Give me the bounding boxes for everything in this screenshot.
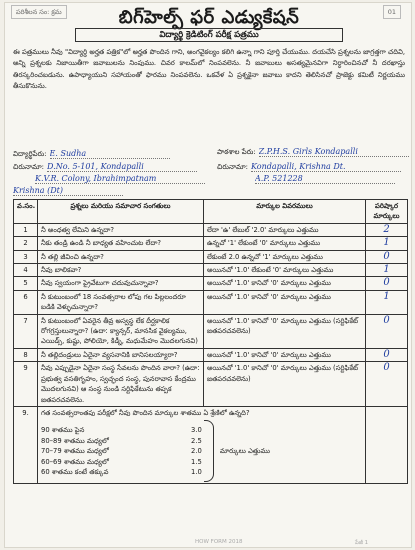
form-subtitle: విద్యార్థి క్రెడిటింగ్ పరీక్ష పత్రము <box>75 28 343 42</box>
table-row: 1 నీ అంధత్వ లేమిని ఉన్నదా? లేదా 'ఉ' లేబుల్‌ '2.0' మార్కులు ఎత్తుము 2 <box>14 223 408 236</box>
table-row: 6 నీ కుటుంబంలో 18 సంవత్సరాల లోపు గల పిల్లలందరూ బడికి వెళ్ళుచున్నారా? అయినచో '1.0' కానిచో '0' మార్కులు ఎత్తుము 1 <box>14 290 408 314</box>
score-cell[interactable]: 1 <box>366 264 408 277</box>
table-row: 8 నీ తల్లిదండ్రులు ఏదైనా వ్యసనానికి బానిసలయ్యారా? అయినచో '1.0' కానిచో '0' మార్కులు ఎత్తుము 0 <box>14 348 408 361</box>
address-line-2-row <box>35 174 235 184</box>
col-marks-obtained: పరిష్కార మార్కులు <box>366 200 408 224</box>
instructions-paragraph: ఈ పత్రములు నీవు "విద్యార్థి అర్హత పత్రిక"లో అర్హత పొందిన గాని, అంగవైకల్యం కలిగి ఉన్నా గాని పూర్తి చేయుము. దయచేసి ప్రశ్నలను జాగ్రత్తగా చదివి, అన్ని ప్రశ్నలకు నిజాయితీగా జవాబులను నింపుము. చివర కాలమ్‌లో నింపవలెను. నీ జవాబులు అసత్యమైనవిగా నిర్ధారించినచో నీ దరఖాస్తు తిరస్కరించబడును. ఉపాధ్యాయుని సహాయంతో ఫారము నింపవలెను. ఒకవేళ ఏ ప్రశ్నకైనా జవాబు కాదని తెలిసినచో ప్రాజెక్టు కమిటీ నిర్ణయము తీసుకొనును. <box>13 48 405 90</box>
school-name-value[interactable]: Z.P.H.S. Girls Kondapalli <box>259 147 409 157</box>
address-line-2-value[interactable]: K.V.R. Colony, Ibrahimpatnam <box>35 174 205 184</box>
col-serial: వ.సం. <box>14 200 38 224</box>
score-cell[interactable]: 1 <box>366 290 408 314</box>
grade-brace <box>204 420 214 482</box>
student-name-value[interactable]: E. Sudha <box>50 149 170 159</box>
school-address-row <box>217 162 409 173</box>
address-line-3-row <box>13 186 213 196</box>
student-name-row <box>13 149 213 160</box>
student-name-label: విద్యార్థిపేరు: <box>13 150 47 158</box>
address-line-3-value[interactable]: Krishna (Dt) <box>13 186 123 196</box>
top-left-box: పరిశీలన సం: క్రమ <box>11 5 67 19</box>
score-cell[interactable] <box>366 406 408 483</box>
page-title: బిగ్‌హెల్ప్ ఫర్ ఎడ్యుకేషన్ <box>118 7 300 28</box>
table-row: 3 నీ తల్లి జీవించి ఉన్నదా? లేకుంటే 2.0 ఉన్నచో '1' మార్కులు ఎత్తుము 0 <box>14 250 408 263</box>
score-cell[interactable]: 1 <box>366 237 408 250</box>
table-row-grades: 9. గత సంవత్సరాంతపు పరీక్షలో నీవు పొందిన మార్కుల శాతము ఏ శ్రేణిలో ఉన్నది? 90 శాతము పైన 80–89 శాతము మధ్యలో 70–79 శాతము మధ్యలో 60–69 శాతము మధ్యలో 60 శాతము కంటే తక్కువ 3.0 2.5 2.0 1.5 1.0 మార్కులు ఎత్తుము <box>14 406 408 483</box>
score-cell[interactable]: 0 <box>366 277 408 290</box>
school-address-line-2-value[interactable]: A.P. 521228 <box>255 174 395 184</box>
table-row: 7 నీ కుటుంబంలో ఏవరైన తీవ్ర అస్వస్థ లేక దీర్ఘకాలిక రోగగ్రస్తులున్నారా? (ఉదా: క్యాన్సర్, మానసిక వైకల్యము, ఎయిడ్స్, కుష్టు, పోలియో, కిడ్నీ, మధుమేహం మొదలగునవి) అయినచో '1.0' కానిచో '0' మార్కులు ఎత్తుము (సర్టిఫికేట్ జతపరచవలెను) 0 <box>14 314 408 348</box>
footer-page: పేజీ 1 <box>355 540 369 546</box>
col-marks-detail: మార్కుల వివరములు <box>204 200 366 224</box>
grade-ladder <box>41 420 362 482</box>
score-cell[interactable]: 0 <box>366 362 408 407</box>
table-row: 4 నీవు బాలికవా? అయినచో '1.0' లేకుంటే '0' మార్కులు ఎత్తుము 1 <box>14 264 408 277</box>
col-question: ప్రశ్నలు మరియు సమాచార సంగతులు <box>38 200 204 224</box>
grade-question: గత సంవత్సరాంతపు పరీక్షలో నీవు పొందిన మార్కుల శాతము ఏ శ్రేణిలో ఉన్నది? <box>41 408 250 417</box>
score-cell[interactable]: 0 <box>366 348 408 361</box>
school-address-value[interactable]: Kondapalli, Krishna Dt. <box>251 162 401 172</box>
eligibility-table <box>13 199 408 484</box>
table-row: 5 నీవు స్వయంగా ప్రైవేటుగా చదువుచున్నావా? అయినచో '1.0' కానిచో '0' మార్కులు ఎత్తుము 0 <box>14 277 408 290</box>
footer-code: HOW FORM 2018 <box>195 539 243 545</box>
grade-points: 3.0 2.5 2.0 1.5 1.0 <box>191 426 202 477</box>
score-cell[interactable]: 0 <box>366 314 408 348</box>
questionnaire-page <box>4 2 412 548</box>
address-row <box>13 162 213 173</box>
school-name-label: పాఠశాల పేరు: <box>217 148 256 156</box>
grade-bands: 90 శాతము పైన 80–89 శాతము మధ్యలో 70–79 శాతము మధ్యలో 60–69 శాతము మధ్యలో 60 శాతము కంటే తక్కువ <box>41 426 109 477</box>
table-header-row <box>14 200 408 224</box>
table-row: 9 నీవు ఎప్పుడైనా ఏదైనా సంస్థ సేవలను పొందిన వారా? (ఉదా: ప్రభుత్వ వసతిగృహం, స్వచ్ఛంద సంస్థ, పునరావాస కేంద్రము మొదలగునవి) ఆ సంస్థ నుండి సర్టిఫికేటును తప్పక జతపరచవలెను. అయినచో '1.0' కానిచో '0' మార్కులు ఎత్తుము (సర్టిఫికేట్ జతపరచవలెను) 0 <box>14 362 408 407</box>
table-row: 2 నీకు తండ్రి ఉండి నీ బాధ్యత వహించుట లేదా? ఉన్నచో '1' లేకుంటే '0' మార్కులు ఎత్తుము 1 <box>14 237 408 250</box>
address-label: చిరునామా: <box>13 163 45 171</box>
school-name-row <box>217 147 409 158</box>
school-address-label: చిరునామా: <box>217 163 249 171</box>
top-right-box: 01 <box>383 5 401 19</box>
grade-marks-label: మార్కులు ఎత్తుము <box>219 447 270 456</box>
score-cell[interactable]: 2 <box>366 223 408 236</box>
address-value[interactable]: D.No. 5-101, Kondapalli <box>47 162 197 172</box>
school-address-line-2-row <box>255 174 405 184</box>
score-cell[interactable]: 0 <box>366 250 408 263</box>
